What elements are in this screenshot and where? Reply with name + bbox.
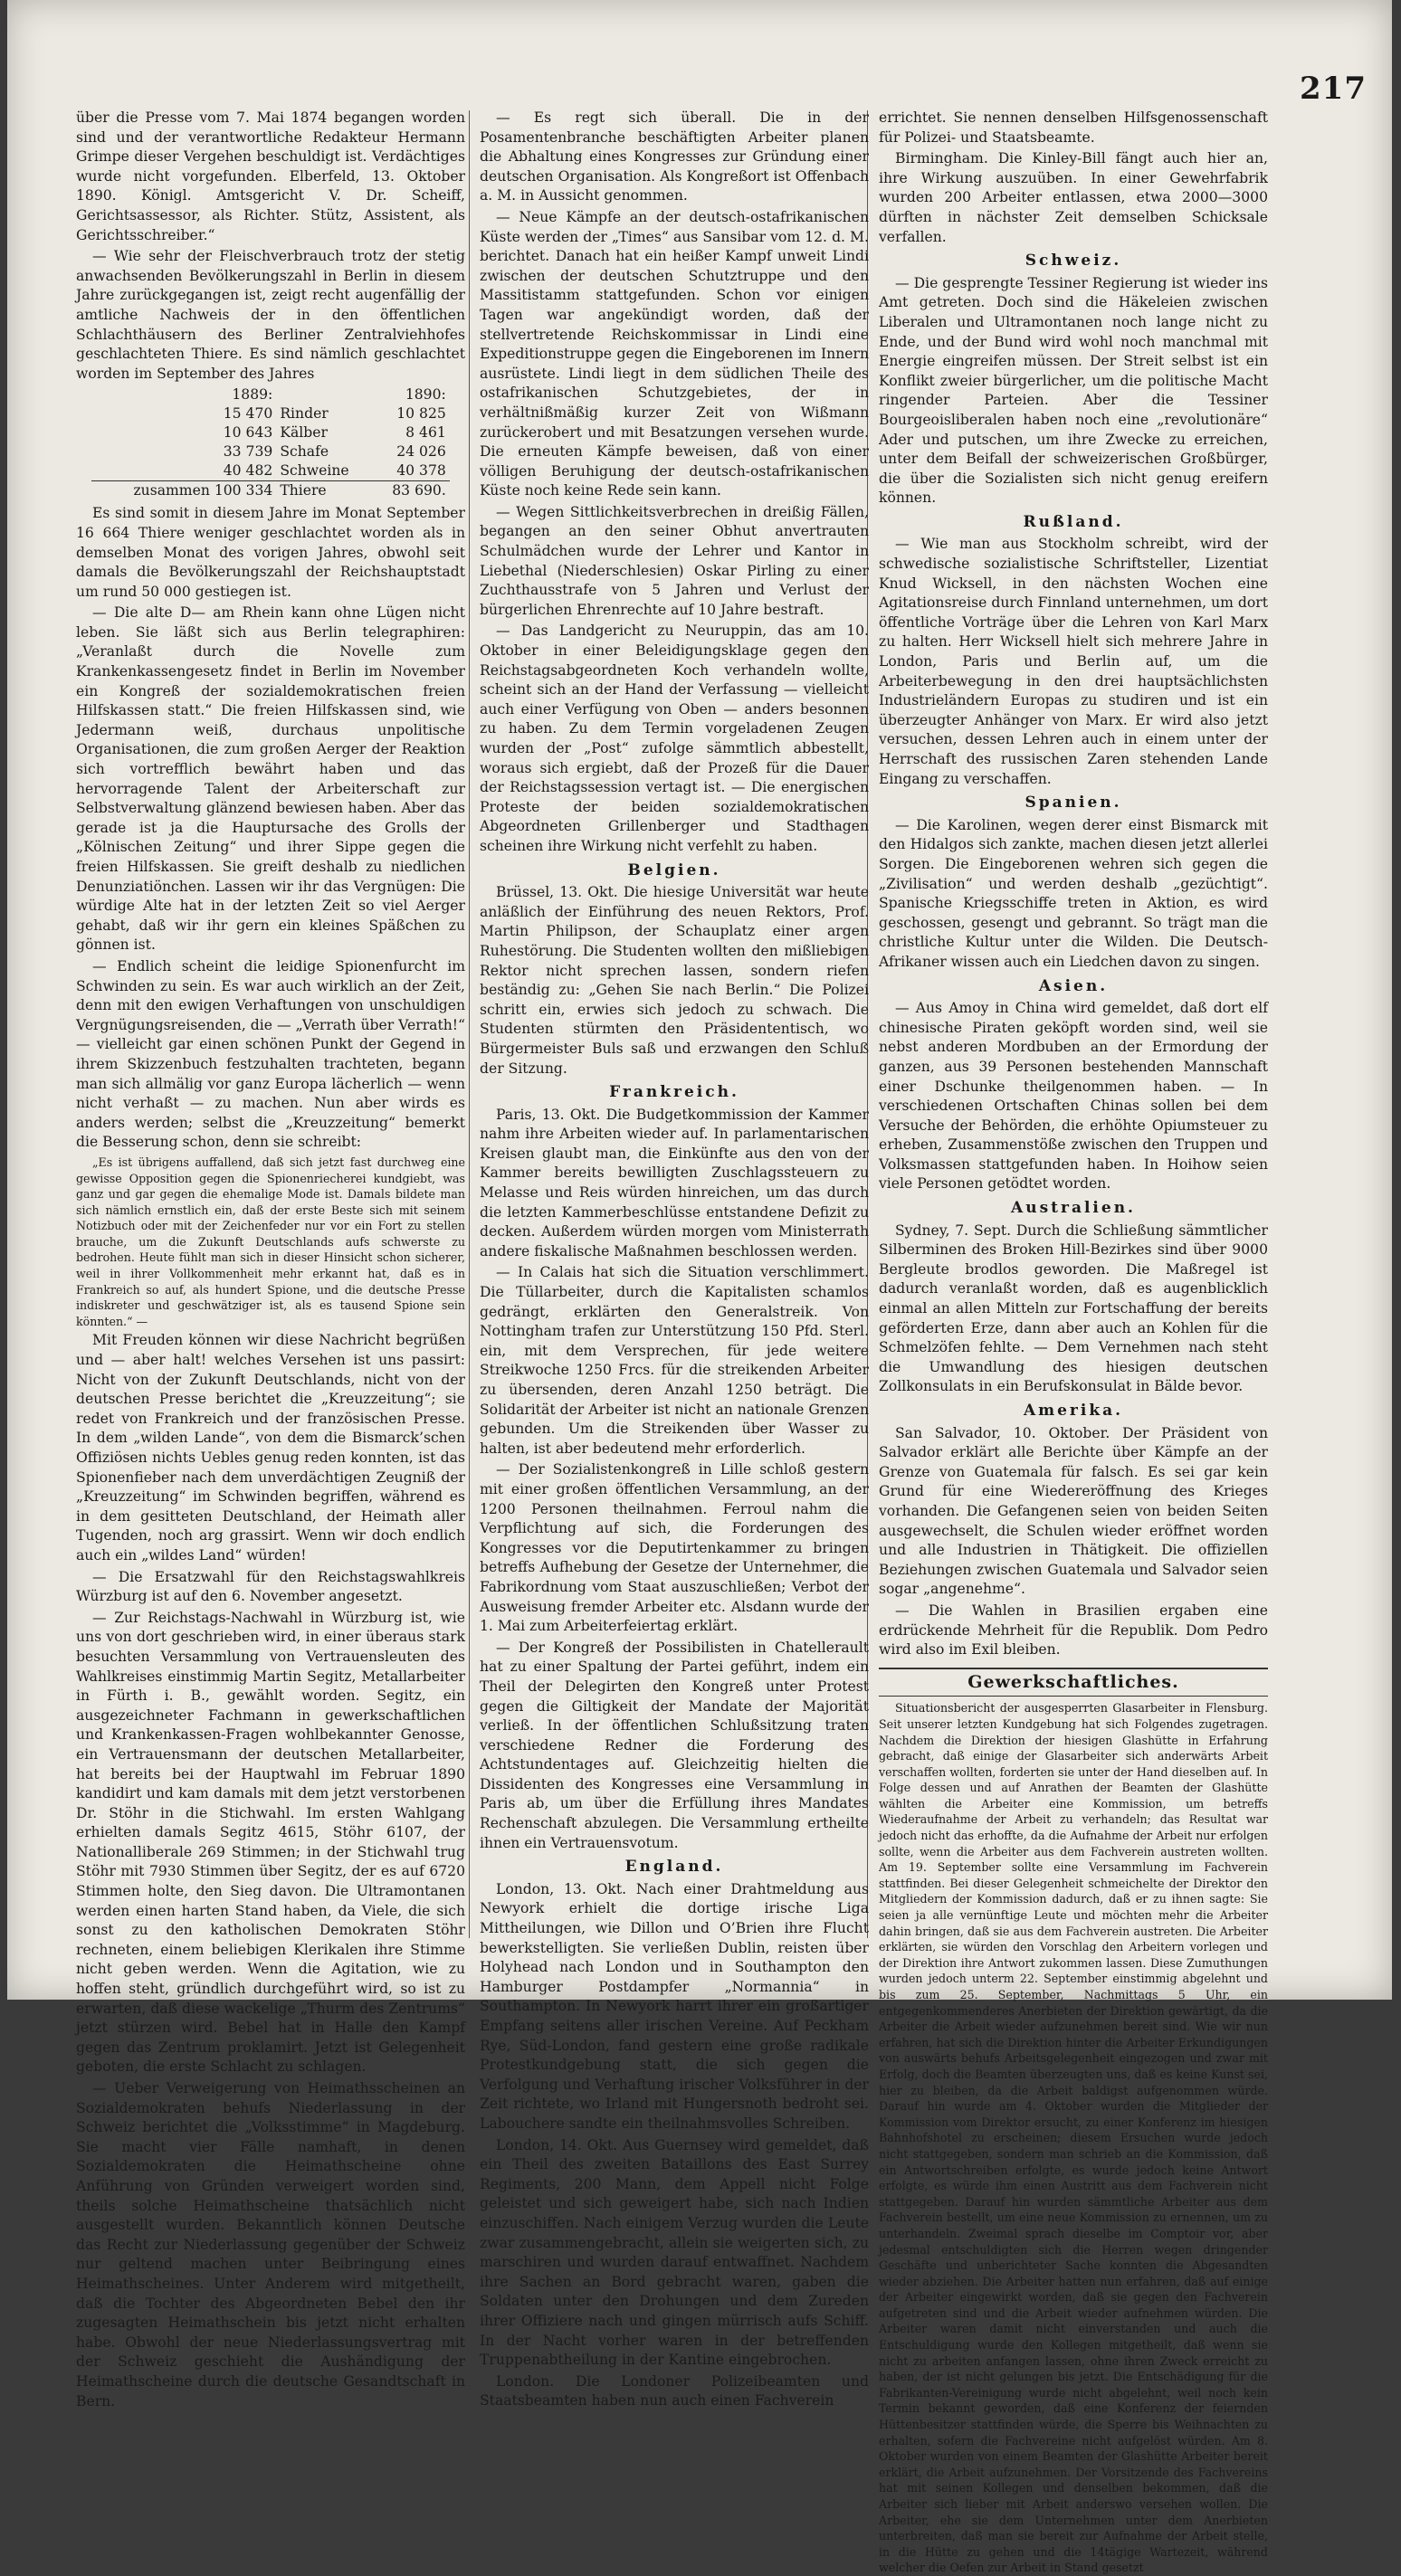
article-paragraph: — Die alte D— am Rhein kann ohne Lügen nicht leben. Sie läßt sich aus Berlin telegraphiren: „Veranlaßt durch die Novelle zum Krankenkassengesetz findet in Berlin im November ein Kongreß der sozialdemokratischen freien Hilfskassen statt.“ Die freien Hilfskassen sind, wie Jedermann weiß, durchaus unpolitische Organisationen, die zum großen Aerger der Reaktion sich vortrefflich bewährt haben und das hervorragende Talent der Arbeiterschaft zur Selbstverwaltung glänzend bewiesen haben. Aber das gerade ist ja die Hauptursache des Grolls der „Kölnischen Zeitung“ und ihrer Sippe gegen die freien Hilfskassen. Sie greift deshalb zu niedlichen Denunziatiönchen. Lassen wir ihr das Vergnügen: Die würdige Alte hat in der letzten Zeit so viel Aerger gehabt, daß wir ihr gern ein kleines Späßchen zu gönnen ist.: [76, 604, 465, 954]
total-label: zusammen: [133, 482, 210, 499]
table-row: [91, 404, 450, 423]
section-heading: England.: [624, 1858, 724, 1877]
table-cell: 8 461: [405, 424, 446, 442]
article-paragraph: — Aus Amoy in China wird gemeldet, daß dort elf chinesische Piraten geköpft worden sind, weil sie nebst anderen Mordbuben an der Ermordung der ganzen, aus 39 Personen bestehenden Mannschaft einer Dschunke theilgenommen haben. — In verschiedenen Ortschaften Chinas sollen bei dem Versuche der Behörden, die erhöhte Opiumsteuer zu erheben, Zusammenstöße zwischen den Truppen und Volksmassen stattgefunden haben. In Hoihow seien viele Personen getödtet worden.: [879, 1000, 1268, 1193]
article-paragraph: — Ueber Verweigerung von Heimathsscheinen an Sozialdemokraten behufs Niederlassung in der Schweiz berichtet die „Volksstimme“ in Magdeburg. Sie macht vier Fälle namhaft, in denen Sozialdemokraten die Heimathscheine ohne Anführung von Gründen verweigert worden sind, theils solche Heimathscheine thatsächlich nicht ausgestellt wurden. Bekanntlich können Deutsche das Recht zur Niederlassung gegenüber der Schweiz nur geltend machen unter Beibringung eines Heimathscheines. Unter Anderem wird mitgetheilt, daß die Tochter des Abgeordneten Bebel den ihr zugesagten Heimathschein bis jetzt nicht erhalten habe. Obwohl der neue Niederlassungsvertrag mit der Schweiz geschieht die Aushändigung der Heimathscheine durch die deutsche Gesandtschaft in Bern.: [76, 2080, 465, 2410]
article-paragraph: Es sind somit in diesem Jahre im Monat September 16 664 Thiere weniger geschlachtet worden als in demselben Monat des vorigen Jahres, obwohl seit damals die Bevölkerungszahl der Reichshauptstadt um rund 50 000 gestiegen ist.: [76, 505, 465, 600]
article-paragraph: — Wie man aus Stockholm schreibt, wird der schwedische sozialistische Schriftsteller, Lizentiat Knud Wicksell, in den nächsten Wochen eine Agitationsreise durch Finnland unternehmen, um dort öffentliche Vorträge über die Lehren von Karl Marx zu halten. Herr Wicksell hielt sich mehrere Jahre in London, Paris und Berlin auf, um die Arbeiterbewegung in den drei hauptsächlichsten Industrieländern Europas zu studiren und ist ein überzeugter Anhänger von Marx. Er wird also jetzt versuchen, dessen Lehren auch in einem unter der Herrschaft des russischen Zaren stehenden Lande Eingang zu verschaffen.: [879, 536, 1268, 787]
article-paragraph: — In Calais hat sich die Situation verschlimmert. Die Tüllarbeiter, durch die Kapitalisten schamlos gedrängt, erklärten den Generalstreik. Von Nottingham trafen zur Unterstützung 150 Pfd. Sterl. ein, mit dem Versprechen, für jede weitere Streikwoche 1250 Frcs. für die streikenden Arbeiter zu übersenden, deren Anzahl 1250 beträgt. Die Solidarität der Arbeiter ist nicht an nationale Grenzen gebunden. Um die Streikenden über Wasser zu halten, ist aber bedeutend mehr erforderlich.: [480, 1264, 869, 1457]
table-cell: 100 334: [214, 482, 273, 499]
article-paragraph: London. Die Londoner Polizeibeamten und Staatsbeamten haben nun auch einen Fachverein: [480, 2372, 869, 2410]
table-row: [91, 423, 450, 442]
article-paragraph: London, 13. Okt. Nach einer Drahtmeldung aus Newyork erhielt die dortige irische Liga Mittheilungen, wie Dillon und O’Brien ihre Flucht bewerkstelligten. Sie verließen Dublin, reisten über Holyhead nach London und in Southampton den Hamburger Postdampfer „Normannia“ in Southampton. In Newyork harrt ihrer ein großartiger Empfang seitens aller irischen Vereine. Auf Peckham Rye, Süd-London, fand gestern eine große radikale Protestkundgebung statt, die sich gegen die Verfolgung und Verhaftung irischer Volksführer in der Zeit richtete, wo Irland mit Hungersnoth bedroht sei. Labouchere sandte ein theilnahmsvolles Schreiben.: [480, 1880, 869, 2132]
section-heading: Rußland.: [1023, 512, 1124, 531]
table-cell: Rinder: [280, 405, 329, 423]
section-heading: Schweiz.: [1025, 252, 1122, 271]
article-paragraph: Situationsbericht der ausgesperrten Glasarbeiter in Flensburg. Seit unserer letzten Kundgebung hat sich Folgendes zugetragen. Nachdem die Direktion der hiesigen Glashütte in Erfahrung gebracht, daß einige der Glasarbeiter sich anderwärts Arbeit verschaffen wollten, forderten sie unter der Hand dieselben auf. In Folge dessen und auf Anrathen der Beamten der Glashütte wählten die Arbeiter eine Kommission, um betreffs Wiederaufnahme der Arbeit zu verhandeln; das Resultat war jedoch nicht das erhoffte, da die Aufnahme der Arbeit nur erfolgen sollte, wenn die Arbeiter aus dem Fachverein austreten wollten. Am 19. September sollte eine Versammlung im Fachverein stattfinden. Bei dieser Gelegenheit schmeichelte der Direktor den Mitgliedern der Kommission dadurch, daß er zu ihnen sagte: Sie seien ja alle vernünftige Leute und möchten mehr die Arbeiter dahin bringen, daß sie aus dem Fachverein austreten. Die Arbeiter erklärten, sie würden den Vorschlag den Arbeitern vorlegen und der Direktion ihre Antwort zukommen lassen. Diese Zumuthungen wurden jedoch unterm 22. September einstimmig abgelehnt und bis zum 25. September, Nachmittags 5 Uhr, ein entgegenkommenderes Anerbieten der Direktion gewärtigt, da die Arbeiter die Arbeit wieder aufzunehmen bereit sind. Wie wir nun erfahren, hat sich die Direktion hinter die Arbeiter Erkundigungen von auswärts behufs Arbeitsgelegenheit eingezogen und zwar mit Erfolg, doch die Beamten überzeugten uns, daß es keine Kunst sei, hier zu bleiben, da die Arbeit baldigst aufgenommen würde. Darauf hin wurde am 4. Oktober wurden die Mitglieder der Kommission vom Direktor ersucht, zu einer Konferenz im hiesigen Bahnhofshotel zu erscheinen; diesem Ersuchen wurde jedoch nicht stattgegeben, sondern man schrieb an die Kommission, daß ein Antwortschreiben erfolgte, es wurde jedoch keine Antwort erfolgte, es würde ihm einen Austritt aus dem Fachverein nicht stattgegeben. Darauf hin wurden sämmtliche Arbeiter aus dem Fachverein bestellt, um eine neue Kommission zu ernennen, um zu unterhandeln. Zweimal sprach dieselbe im Comptoir vor, aber jedesmal entschuldigten sich die Herren wegen dringender Geschäfte und unberichteter Sache konnten die Abgesandten wieder abziehen. Die Arbeiter hatten nun erfahren, daß auf einige der Arbeiter eingewirkt worden, daß sie gegen den Fachverein aufgetreten sind und die Arbeit wieder aufnehmen würden. Die Arbeiter waren damit nicht einverstanden und auch die Entschuldigung wurde den Kollegen mitgetheilt, daß wenn sie nicht zu arbeiten anfangen lassen, ohne ihren Zweck erreicht zu haben, der ist nicht gelungen bis jetzt. Die Entschädigung für die Fabrikanten-Vereinigung wurde nicht abgelehnt, weil noch kein Termin bekannt geworden, daß eine Konferenz der feiernden Hüttenbesitzer stattfinden würde, die Sperre bis Weihnachten zu erhalten, sofern die Fachvereine nicht aufgelöst würden. Am 8. Oktober wurden von einem Beamten der Glashütte Arbeiter bereit erklärt, die Arbeit aufzunehmen. Der Vorsitzende des Fachvereins hat mit seinen Kollegen und denselben bekommen, daß die Arbeiter sich lieber mit Arbeit anderswo versehen wollen. Die Arbeiter, ehe sie dem Unternehmen unter dem Anerbieten unterbreiten, daß man sie bereit zur Aufnahme der Arbeit stelle, in die Hütte zu gehen und die 14tägige Wartezeit, während welcher die Oefen zur Arbeit in Stand gesetzt: [879, 1701, 1268, 2575]
newspaper-page: [7, 0, 1392, 2575]
column-rule: [469, 110, 470, 1938]
article-paragraph: Sydney, 7. Sept. Durch die Schließung sämmtlicher Silberminen des Broken Hill-Bezirkes sind über 9000 Bergleute brodlos geworden. Die Maßregel ist dadurch veranlaßt worden, daß es augenblicklich einmal an allen Mitteln zur Fortschaffung der bereits geförderten Erze, dann aber auch an Kohlen für die Schmelzöfen fehlte. — Dem Vernehmen nach steht die Umwandlung des hiesigen deutschen Zollkonsulats in ein Berufskonsulat in Bälde bevor.: [879, 1221, 1268, 1395]
article-paragraph: — Wegen Sittlichkeitsverbrechen in dreißig Fällen, begangen an den seiner Obhut anvertrauten Schulmädchen wurde der Lehrer und Kantor in Liebethal (Niederschlesien) Oskar Pirling zu einer Zuchthausstrafe von 5 Jahren und Verlust der bürgerlichen Ehrenrechte auf 10 Jahre bestraft.: [480, 503, 869, 618]
table-cell: Kälber: [280, 424, 328, 442]
article-paragraph: Mit Freuden können wir diese Nachricht begrüßen und — aber halt! welches Versehen ist uns passirt: Nicht von der Zukunft Deutschlands, nicht von der deutschen Presse berichtet die „Kreuzzeitung“; sie redet von Frankreich und der französischen Presse. In dem „wilden Lande“, von dem die Bismarck’schen Offiziösen nichts Uebles genug reden konnten, ist das Spionenfieber nach dem unverdächtigen Zeugniß der „Kreuzzeitung“ im Schwinden begriffen, während es in dem gesitteten Deutschland, der Heimath aller Tugenden, noch arg grassirt. Wenn wir doch endlich auch ein „wildes Land“ würden!: [76, 1332, 465, 1564]
article-paragraph: — Wie sehr der Fleischverbrauch trotz der stetig anwachsenden Bevölkerungszahl in Berlin in diesem Jahre zurückgegangen ist, zeigt recht augenfällig der amtliche Nachweis der in den öffentlichen Schlachthäusern des Berliner Zentralviehhofes geschlachteten Thiere. Es sind nämlich geschlachtet worden im September des Jahres: [76, 248, 465, 382]
article-paragraph: — Zur Reichstags-Nachwahl in Würzburg ist, wie uns von dort geschrieben wird, in einer überaus stark besuchten Versammlung von Vertrauensleuten des Wahlkreises einstimmig Martin Segitz, Metallarbeiter in Fürth i. B., gewählt worden. Segitz, ein ausgezeichneter Fachmann in gewerkschaftlichen und Krankenkassen-Fragen wohlbekannter Genosse, ein Vertrauensmann der deutschen Metallarbeiter, hat bereits bei der Hauptwahl im Februar 1890 kandidirt und kam damals mit dem jetzt verstorbenen Dr. Stöhr in die Stichwahl. Im ersten Wahlgang erhielten damals Segitz 4615, Stöhr 6107, der Nationalliberale 269 Stimmen; in der Stichwahl trug Stöhr mit 7930 Stimmen über Segitz, der es auf 6720 Stimmen holte, den Sieg davon. Die Ultramontanen werden einen harten Stand haben, da Viele, die sich sonst zu den katholischen Demokraten Stöhr rechneten, einem beliebigen Klerikalen ihre Stimme nicht geben werden. Wenn die Agitation, wie zu hoffen steht, gründlich durchgeführt wird, so ist zu erwarten, daß diese wackelige „Thurm des Zentrums“ jetzt stürzen wird. Bebel hat in Halle den Kampf gegen das Zentrum proklamirt. Jetzt ist Gelegenheit geboten, die erste Schlacht zu schlagen.: [76, 1609, 465, 2076]
table-cell: 33 739: [223, 443, 273, 461]
year-header: 1889:: [232, 386, 273, 404]
table-cell: 15 470: [223, 405, 273, 423]
section-heading: Asien.: [1038, 976, 1109, 995]
article-paragraph: Paris, 13. Okt. Die Budgetkommission der Kammer nahm ihre Arbeiten wieder auf. In parlamentarischen Kreisen glaubt man, die Einkünfte aus den von der Kammer bereits bewilligten Zuschlagssteuern zu Melasse und Reis würden hinreichen, um das durch die letzten Kammerbeschlüsse entstandene Defizit zu decken. Außerdem würden morgen vom Ministerrath andere fiskalische Maßnahmen beschlossen werden.: [480, 1106, 869, 1259]
article-paragraph: — Die Karolinen, wegen derer einst Bismarck mit den Hidalgos sich zankte, machen diesen jetzt allerlei Sorgen. Die Eingeborenen wehren sich gegen die „Zivilisation“ und werden deshalb „gezüchtigt“. Spanische Kriegsschiffe treten in Aktion, es wird geschossen, gesengt und gebrannt. So trägt man die christliche Kultur unter die Wilden. Die Deutsch-Afrikaner wissen auch ein Liedchen davon zu singen.: [879, 816, 1268, 970]
article-paragraph: San Salvador, 10. Oktober. Der Präsident von Salvador erklärt alle Berichte über Kämpfe an der Grenze von Guatemala für falsch. Es sei gar kein Grund für eine Wiedereröffnung des Krieges vorhanden. Die Gefangenen seien von beiden Seiten ausgewechselt, die Schulen wieder eröffnet worden und alle Industrien in Thätigkeit. Die offiziellen Beziehungen zwischen Guatemala und Salvador seien sogar „angenehme“.: [879, 1424, 1268, 1598]
table-cell: 40 482: [223, 462, 273, 480]
section-heading: Amerika.: [1023, 1402, 1124, 1420]
table-cell: 40 378: [396, 462, 446, 480]
table-row: [91, 461, 450, 481]
article-paragraph: errichtet. Sie nennen denselben Hilfsgenossenschaft für Polizei- und Staatsbeamte.: [879, 109, 1268, 146]
table-total-row: [91, 481, 450, 501]
table-cell: 24 026: [396, 443, 446, 461]
article-paragraph: — Die Ersatzwahl für den Reichstagswahlkreis Würzburg ist auf den 6. November angesetzt.: [76, 1568, 465, 1605]
section-heading: Australien.: [1011, 1199, 1136, 1218]
table-cell: Thiere: [276, 481, 372, 501]
article-paragraph: — Die Wahlen in Brasilien ergaben eine erdrückende Mehrheit für die Republik. Dom Pedro wird also im Exil bleiben.: [879, 1602, 1268, 1659]
section-title-gewerkschaftliches: Gewerkschaftliches.: [879, 1668, 1268, 1697]
section-heading: Spanien.: [1025, 794, 1122, 813]
article-paragraph: — Die gesprengte Tessiner Regierung ist wieder ins Amt getreten. Doch sind die Häkeleien zwischen Liberalen und Ultramontanen noch lange nicht zu Ende, und der Bund wird wohl noch manchmal mit Energie eingreifen müssen. Der Streit selbst ist ein Konflikt zweier bürgerlicher, um die politische Macht ringender Parteien. Aber die Tessiner Bourgeoisliberalen haben noch eine „revolutionäre“ Ader und putschen, um ihre Zwecke zu erreichen, unter dem Beifall der schweizerischen Großbürger, die über die Sozialisten sich nicht genug ereifern können.: [879, 274, 1268, 507]
article-paragraph: — Neue Kämpfe an der deutsch-ostafrikanischen Küste werden der „Times“ aus Sansibar vom 12. d. M. berichtet. Danach hat ein heißer Kampf unweit Lindi zwischen der deutschen Schutztruppe und den Massitistamm stattgefunden. Schon vor einigen Tagen war angekündigt worden, daß der stellvertretende Reichskommissar in Lindi eine Expeditionstruppe gegen die Eingeborenen im Innern ausrüstete. Lindi liegt in dem südlichen Theile des ostafrikanischen Schutzgebietes, der in verhältnißmäßig kurzer Zeit von Wißmann zurückerobert und mit Besatzungen versehen wurde. Die erneuten Kämpfe beweisen, daß von einer völligen Beruhigung der deutsch-ostafrikanischen Küste noch keine Rede sein kann.: [480, 208, 869, 499]
column-2: [480, 109, 869, 2410]
year-header: 1890:: [405, 386, 446, 404]
table-cell: Schafe: [280, 443, 329, 461]
article-paragraph: „Es ist übrigens auffallend, daß sich jetzt fast durchweg eine gewisse Opposition gegen die Spionenriecherei kundgiebt, was ganz und gar gegen die ehemalige Mode ist. Damals bildete man sich nämlich ernstlich ein, daß der erste Beste sich mit seinem Notizbuch oder mit der Zeichenfeder nur vor ein Fort zu stellen brauche, um die Zukunft Deutschlands aufs schwerste zu bedrohen. Heute fühlt man sich in dieser Hinsicht schon sicherer, weil in ihrer Vollkommenheit mehr erkannt hat, daß es in Frankreich so auf, als hundert Spione, und die deutsche Presse indiskreter und geschwätziger ist, als es tausend Spione sein könnten.“ —: [76, 1155, 465, 1328]
slaughter-statistics-table: [91, 385, 450, 500]
article-paragraph: — Der Kongreß der Possibilisten in Chatellerault hat zu einer Spaltung der Partei geführt, indem ein Theil der Delegirten den Kongreß unter Protest gegen die Giltigkeit der Mandate der Majorität verließ. In der öffentlichen Schlußsitzung traten verschiedene Redner die Forderung des Achtstundentages auf. Gleichzeitig hielten die Dissidenten des Kongresses eine Versammlung in Paris ab, um über die Erfüllung ihres Mandates Rechenschaft abzulegen. Die Versammlung ertheilte ihnen ein Vertrauensvotum.: [480, 1639, 869, 1851]
article-paragraph: über die Presse vom 7. Mai 1874 begangen worden sind und der verantwortliche Redakteur Hermann Grimpe dieser Vergehen beschuldigt ist. Verdächtiges wurde nicht vorgefunden. Elberfeld, 13. Oktober 1890. Königl. Amtsgericht V. Dr. Scheiff, Gerichtsassessor, als Richter. Stütz, Assistent, als Gerichtsschreiber.“: [76, 109, 465, 243]
article-paragraph: — Es regt sich überall. Die in der Posamentenbranche beschäftigten Arbeiter planen die Abhaltung eines Kongresses zur Gründung einer deutschen Organisation. Als Kongreßort ist Offenbach a. M. in Aussicht genommen.: [480, 109, 869, 204]
column-3: [879, 109, 1268, 2575]
article-paragraph: — Der Sozialistenkongreß in Lille schloß gestern mit einer großen öffentlichen Versammlung, an der 1200 Personen theilnahmen. Ferroul nahm die Verpflichtung auf sich, die Forderungen des Kongresses vor die Deputirtenkammer zu bringen betreffs Aufhebung der Gesetze der Unternehmer, die Fabrikordnung vom Staat auszuschließen; Verbot der Ausweisung fremder Arbeiter etc. Alsdann wurde der 1. Mai zum Arbeiterfeiertag erklärt.: [480, 1461, 869, 1635]
article-paragraph: — Das Landgericht zu Neuruppin, das am 10. Oktober in einer Beleidigungsklage gegen den Reichstagsabgeordneten Koch verhandeln wollte, scheint sich an der Hand der Verfassung — vielleicht auch einer Verfügung von Oben — anders besonnen zu haben. Zu dem Termin vorgeladenen Zeugen wurden der „Post“ zufolge sämmtlich abbestellt, woraus sich ergiebt, daß der Prozeß für die Dauer der Reichstagssession vertagt ist. — Die energischen Proteste der beiden sozialdemokratischen Abgeordneten Grillenberger und Stadthagen scheinen ihre Wirkung nicht verfehlt zu haben.: [480, 623, 869, 854]
section-heading: Belgien.: [627, 860, 721, 879]
table-row: [91, 442, 450, 461]
article-paragraph: Birmingham. Die Kinley-Bill fängt auch hier an, ihre Wirkung auszuüben. In einer Gewehrfabrik wurden 200 Arbeiter entlassen, etwa 2000—3000 dürften in nächster Zeit demselben Schicksale verfallen.: [879, 150, 1268, 245]
page-number: 217: [1300, 71, 1367, 107]
column-1: [76, 109, 465, 2410]
table-cell: 10 825: [396, 405, 446, 423]
article-paragraph: Brüssel, 13. Okt. Die hiesige Universität war heute anläßlich der Einführung des neuen Rektors, Prof. Martin Philipson, der Schauplatz einer argen Ruhestörung. Die Studenten wollten den mißliebigen Rektor nicht sprechen lassen, sondern riefen beständig zu: „Gehen Sie nach Berlin.“ Die Polizei schritt ein, erwies sich jedoch zu schwach. Die Studenten stürmten den Präsidententisch, wo Bürgermeister Buls saß und erzwangen den Schluß der Sitzung.: [480, 884, 869, 1077]
article-paragraph: London, 14. Okt. Aus Guernsey wird gemeldet, daß ein Theil des zweiten Bataillons des East Surrey Regiments, 200 Mann, dem Appell nicht Folge geleistet und sich geweigert habe, sich nach Indien einzuschiffen. Nach einigem Verzug wurden die Leute zwar zusammengebracht, allein sie weigerten sich, zu marschiren und wurden darauf entwaffnet. Nachdem ihre Sachen an Bord gebracht waren, gaben die Soldaten unter den Drohungen und dem Zureden ihrer Offiziere nach und gingen mürrisch aufs Schiff. In der Nacht vorher waren in der betreffenden Truppenabtheilung in der Kantine eingebrochen.: [480, 2136, 869, 2369]
table-cell: 83 690.: [373, 481, 450, 501]
table-cell: Schweine: [280, 462, 349, 480]
table-cell: 10 643: [223, 424, 273, 442]
article-paragraph: — Endlich scheint die leidige Spionenfurcht im Schwinden zu sein. Es war auch wirklich an der Zeit, denn mit den ewigen Verhaftungen von unschuldigen Vergnügungsreisenden, die — „Verrath über Verrath!“ — vielleicht gar einen schönen Punkt der Gegend in ihrem Skizzenbuch festzuhalten trachteten, begann man sich allmälig vor ganz Europa lächerlich — wenn nicht verhaßt — zu machen. Nun aber wirds es anders werden; selbst die „Kreuzzeitung“ bemerkt die Besserung schon, denn sie schreibt:: [76, 957, 465, 1151]
section-heading: Frankreich.: [609, 1083, 739, 1102]
